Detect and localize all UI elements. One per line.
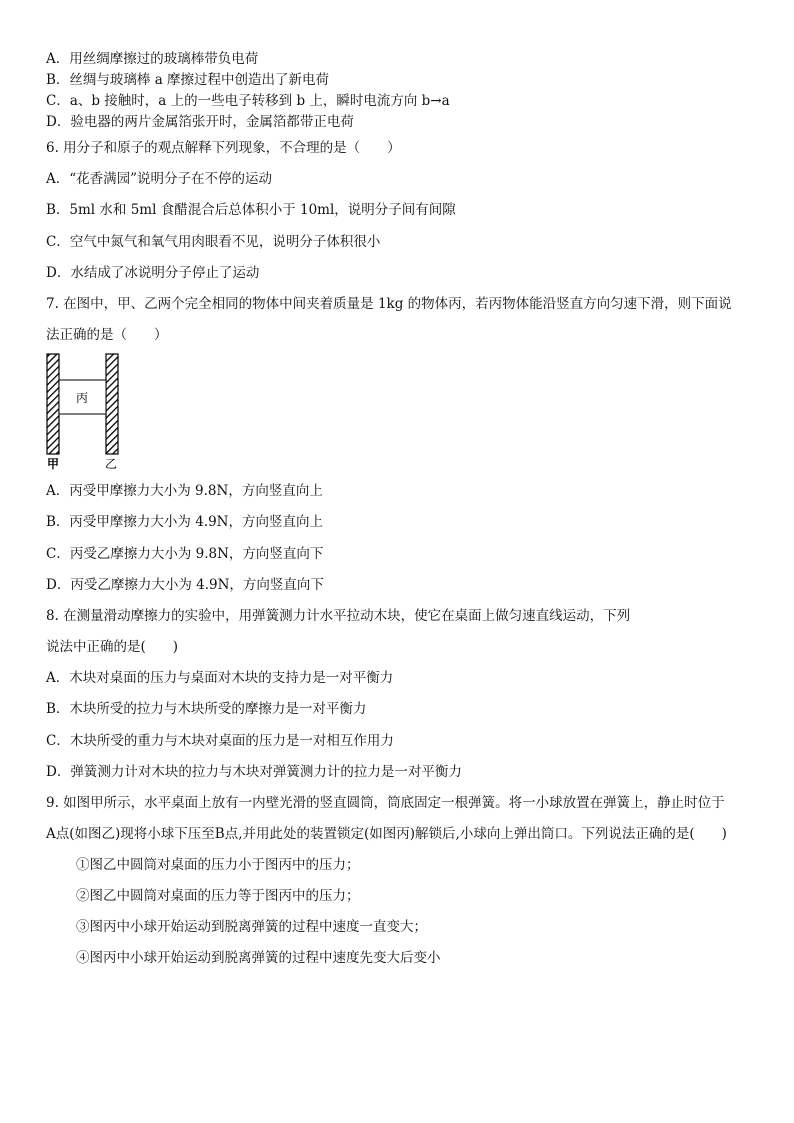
q9-statement-2: ②图乙中圆筒对桌面的压力等于图丙中的压力； xyxy=(76,888,360,904)
label-jia: 甲 xyxy=(46,457,60,471)
q8-stem-line2: 说法中正确的是( ) xyxy=(46,639,179,655)
q6-stem: 6. 用分子和原子的观点解释下列现象，不合理的是（ ） xyxy=(46,140,401,156)
q7-option-b: B．丙受甲摩擦力大小为 4.9N，方向竖直向上 xyxy=(46,514,323,530)
q9-statement-3: ③图丙中小球开始运动到脱离弹簧的过程中速度一直变大； xyxy=(76,919,427,935)
q7-stem-line1: 7. 在图中，甲、乙两个完全相同的物体中间夹着质量是 1kg 的物体丙，若丙物体能沿竖直方向匀速下滑，则下面说 xyxy=(46,296,732,312)
q9-statement-4: ④图丙中小球开始运动到脱离弹簧的过程中速度先变大后变小 xyxy=(76,950,441,966)
q5-option-d: D．验电器的两片金属箔张开时，金属箔都带正电荷 xyxy=(46,114,354,130)
q7-option-d: D．丙受乙摩擦力大小为 4.9N，方向竖直向下 xyxy=(46,577,324,593)
label-yi: 乙 xyxy=(104,457,118,471)
q5-option-b: B．丝绸与玻璃棒 a 摩擦过程中创造出了新电荷 xyxy=(46,72,330,88)
q7-option-c: C．丙受乙摩擦力大小为 9.8N，方向竖直向下 xyxy=(46,546,324,562)
label-bing: 丙 xyxy=(75,391,89,405)
q9-stem-line1: 9. 如图甲所示，水平桌面上放有一内壁光滑的竖直圆筒，筒底固定一根弹簧。将一小球放置在弹簧上，静止时位于 xyxy=(46,795,725,811)
board-yi xyxy=(106,354,118,454)
q5-option-a: A．用丝绸摩擦过的玻璃棒带负电荷 xyxy=(46,51,259,67)
q9-stem-line2: A点(如图乙)现将小球下压至B点,并用此处的装置锁定(如图丙)解锁后,小球向上弹出筒口。下列说法正确的是( ) xyxy=(46,826,727,842)
q6-option-b: B．5ml 水和 5ml 食醋混合后总体积小于 10ml，说明分子间有间隙 xyxy=(46,202,456,218)
q9-statement-1: ①图乙中圆筒对桌面的压力小于图丙中的压力； xyxy=(76,857,360,873)
q7-figure xyxy=(44,352,134,472)
board-jia xyxy=(47,354,59,454)
q7-stem-line2: 法正确的是（ ） xyxy=(46,327,168,343)
q6-option-d: D．水结成了冰说明分子停止了运动 xyxy=(46,265,260,281)
q8-option-d: D．弹簧测力计对木块的拉力与木块对弹簧测力计的拉力是一对平衡力 xyxy=(46,764,462,780)
q8-option-b: B．木块所受的拉力与木块所受的摩擦力是一对平衡力 xyxy=(46,701,367,717)
q8-stem-line1: 8. 在测量滑动摩擦力的实验中，用弹簧测力计水平拉动木块，使它在桌面上做匀速直线运动，下列 xyxy=(46,608,631,624)
q8-option-c: C．木块所受的重力与木块对桌面的压力是一对相互作用力 xyxy=(46,733,394,749)
q7-figure-svg xyxy=(44,352,134,472)
q6-option-a: A．“花香满园”说明分子在不停的运动 xyxy=(46,171,273,187)
q5-option-c: C．a、b 接触时，a 上的一些电子转移到 b 上，瞬时电流方向 b→a xyxy=(46,93,450,109)
q7-option-a: A．丙受甲摩擦力大小为 9.8N，方向竖直向上 xyxy=(46,483,323,499)
q8-option-a: A．木块对桌面的压力与桌面对木块的支持力是一对平衡力 xyxy=(46,670,394,686)
q6-option-c: C．空气中氮气和氧气用肉眼看不见，说明分子体积很小 xyxy=(46,234,381,250)
